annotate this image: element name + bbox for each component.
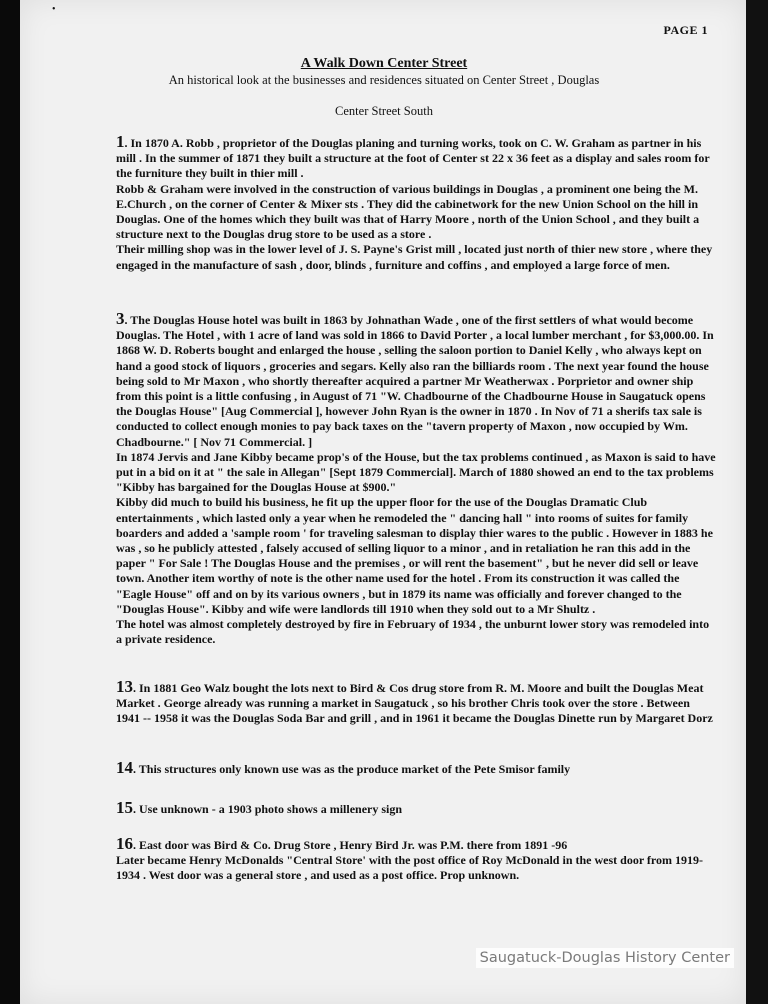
entry-number: 3: [116, 309, 125, 328]
entry-number: 14: [116, 758, 133, 777]
entry-text: . Use unknown - a 1903 photo shows a millenery sign: [133, 802, 403, 816]
entry-text: . In 1881 Geo Walz bought the lots next to Bird & Cos drug store from R. M. Moore and built the Douglas Meat Market . George already was running a market in Saugatuck , so his brother Chris took over the store . Between 1941 -- 1958 it was the Douglas Soda Bar and grill , and in 1961 it became the Douglas Dinette run by Margaret Dorz: [116, 681, 713, 726]
section-heading: Center Street South: [335, 104, 433, 118]
entry-number: 15: [116, 798, 133, 817]
page-number: PAGE 1: [663, 23, 708, 37]
entry-text: . In 1870 A. Robb , proprietor of the Douglas planing and turning works, took on C. W. Graham as partner in his mill . In the summer of 1871 they built a structure at the foot of Center st 22 x 36 feet as a display and sales room for the furniture they built in thier mill . Robb & Graham were involved in the construction of various buildings in Douglas , a prominent one being the M. E.Church , on the corner of Center & Mixer sts . They did the cabinetwork for the new Union School on the hill in Douglas. One of the homes which they built was that of Harry Moore , north of the Union School , and they built a structure next to the Douglas drug store to be used as a store . Their milling shop was in the lower level of J. S. Payne's Grist mill , located just north of thier new store , where they engaged in the manufacture of sash , door, blinds , furniture and coffins , and employed a large force of men.: [116, 136, 713, 272]
entry-15: [116, 800, 716, 817]
entry-text: . This structures only known use was as the produce market of the Pete Smisor family: [133, 762, 571, 776]
entry-number: 13: [116, 677, 133, 696]
document-title: A Walk Down Center Street: [300, 56, 468, 71]
document-subtitle: An historical look at the businesses and residences situated on Center Street , Douglas: [168, 73, 600, 87]
entry-14: [116, 760, 716, 777]
entry-1: [116, 134, 716, 273]
entry-number: 16: [116, 834, 133, 853]
entry-text: . The Douglas House hotel was built in 1863 by Johnathan Wade , one of the first settlers of what would become Douglas. The Hotel , with 1 acre of land was sold in 1866 to David Porter , a local lumber merchant , for $3,000.00. In 1868 W. D. Roberts bought and enlarged the house , selling the saloon portion to Daniel Kelly , who always kept on hand a good stock of liquors , groceries and segars. Kelly also ran the billiards room . The next year found the house being sold to Mr Maxon , who shortly thereafter acquired a partner Mr Weatherwax . Porprietor and owner ship from this point is a little confusing , in August of 71 "W. Chadbourne of the Chadbourne House in Saugatuck opens the Douglas House" [Aug Commercial ], however John Ryan is the owner in 1870 . In Nov of 71 a sherifs tax sale is conducted to collect enough monies to pay back taxes on the "tavern property of Maxon , now occupied by Wm. Chadbourne." [ Nov 71 Commercial. ] In 1874 Jervis and Jane Kibby became prop's of the House, but the tax problems continued , as Maxon is said to have put in a bid on it at " the sale in Allegan" [Sept 1879 Commercial]. March of 1880 showed an end to the tax problems "Kibby has bargained for the Douglas House at $900." Kibby did much to build his business, he fit up the upper floor for the use of the Douglas Dramatic Club entertainments , which lasted only a year when he remodeled the " dancing hall " into rooms of suites for family boarders and added a 'sample room ' for traveling salesman to display thier wares to the public . However in 1883 he was , so he publicly attested , falsely accused of selling liquor to a minor , and in retaliation he ran this add in the paper " For Sale ! The Douglas House and the premises , or will rent the basement" , but he never did sell or leave town. Another item worthy of note is the other name used for the hotel . From its construction it was called the "Eagle House" off and on by its various owners , but in 1879 its name was officially and forever changed to the "Douglas House". Kibby and wife were landlords till 1910 when they sold out to a Mr Shultz . The hotel was almost completely destroyed by fire in February of 1934 , the unburnt lower story was remodeled into a private residence.: [116, 313, 716, 647]
entry-13: [116, 679, 716, 727]
scan-edge: [746, 0, 768, 1004]
entry-3: [116, 311, 716, 647]
entry-text: . East door was Bird & Co. Drug Store , Henry Bird Jr. was P.M. there from 1891 -96 Later became Henry McDonalds "Central Store' with the post office of Roy McDonald in the west door from 1919- 1934 . West door was a general store , and used as a post office. Prop unknown.: [116, 838, 704, 883]
entry-16: [116, 836, 716, 884]
watermark-label: Saugatuck-Douglas History Center: [476, 948, 734, 968]
scan-speck: •: [52, 4, 56, 15]
entry-number: 1: [116, 132, 125, 151]
